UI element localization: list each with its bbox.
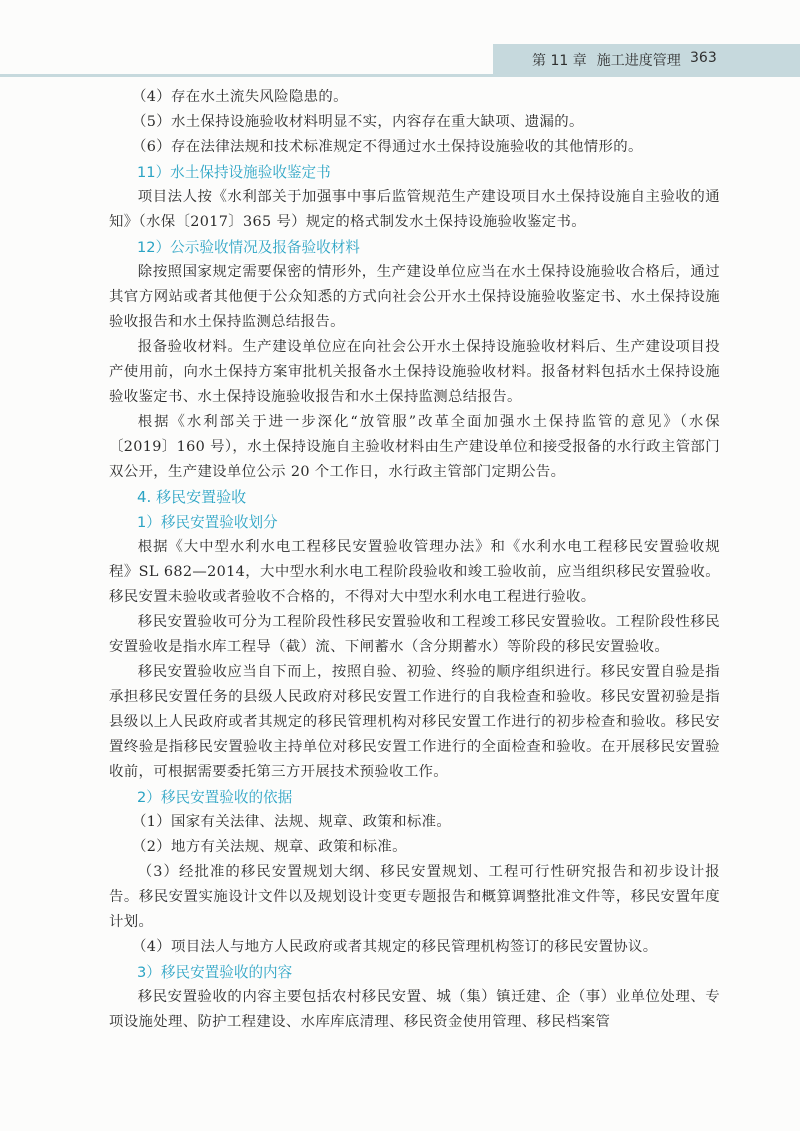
section-heading: 12）公示验收情况及报备验收材料: [137, 239, 360, 256]
paragraph: 根据《水利部关于进一步深化“放管服”改革全面加强水土保持监管的意见》（水保〔2019〕160 号），水土保持设施自主验收材料由生产建设单位和接受报备的水行政主管部门双公开，生产建设单位公示 20 个工作日，水行政主管部门定期公告。: [109, 414, 720, 480]
section-heading: 11）水土保持设施验收鉴定书: [137, 164, 331, 181]
list-item: （2）地方有关法规、规章、政策和标准。: [132, 839, 407, 855]
list-item: （4）项目法人与地方人民政府或者其规定的移民管理机构签订的移民安置协议。: [132, 939, 658, 955]
paragraph: 移民安置验收可分为工程阶段性移民安置验收和工程竣工移民安置验收。工程阶段性移民安置验收是指水库工程导（截）流、下闸蓄水（含分期蓄水）等阶段的移民安置验收。: [109, 614, 720, 655]
list-item-multiline: （3）经批准的移民安置规划大纲、移民安置规划、工程可行性研究报告和初步设计报告。移民安置实施设计文件以及规划设计变更专题报告和概算调整批准文件等，移民安置年度计划。: [109, 864, 720, 930]
header-rule: [0, 74, 800, 77]
list-item: （1）国家有关法律、法规、规章、政策和标准。: [132, 814, 452, 830]
main-section-heading: 4. 移民安置验收: [137, 488, 247, 506]
list-item: （5）水土保持设施验收材料明显不实，内容存在重大缺项、遗漏的。: [132, 114, 584, 130]
section-heading: 1）移民安置验收划分: [137, 514, 278, 531]
chapter-label: 第 11 章: [532, 53, 587, 69]
section-heading: 3）移民安置验收的内容: [137, 964, 293, 981]
paragraph: 移民安置验收应当自下而上，按照自验、初验、终验的顺序组织进行。移民安置自验是指承担移民安置任务的县级人民政府对移民安置工作进行的自我检查和验收。移民安置初验是指县级以上人民政府或者其规定的移民管理机构对移民安置工作进行的初步检查和验收。移民安置终验是指移民安置验收主持单位对移民安置工作进行的全面检查和验收。在开展移民安置验收前，可根据需要委托第三方开展技术预验收工作。: [109, 664, 720, 780]
paragraph: 根据《大中型水利水电工程移民安置验收管理办法》和《水利水电工程移民安置验收规程》SL 682—2014，大中型水利水电工程阶段验收和竣工验收前，应当组织移民安置验收。移民安置未验收或者验收不合格的，不得对大中型水利水电工程进行验收。: [109, 539, 720, 605]
page-number: 363: [690, 50, 717, 66]
list-item: （4）存在水土流失风险隐患的。: [132, 89, 348, 105]
list-item: （6）存在法律法规和技术标准规定不得通过水土保持设施验收的其他情形的。: [132, 139, 643, 155]
paragraph: 报备验收材料。生产建设单位应在向社会公开水土保持设施验收材料后、生产建设项目投产使用前，向水土保持方案审批机关报备水土保持设施验收材料。报备材料包括水土保持设施验收鉴定书、水土保持设施验收报告和水土保持监测总结报告。: [109, 339, 720, 405]
paragraph: 除按照国家规定需要保密的情形外，生产建设单位应当在水土保持设施验收合格后，通过其官方网站或者其他便于公众知悉的方式向社会公开水土保持设施验收鉴定书、水土保持设施验收报告和水土保持监测总结报告。: [109, 264, 720, 330]
paragraph: 移民安置验收的内容主要包括农村移民安置、城（集）镇迁建、企（事）业单位处理、专项设施处理、防护工程建设、水库库底清理、移民资金使用管理、移民档案管: [109, 989, 720, 1030]
page-body: [109, 85, 720, 1035]
section-heading: 2）移民安置验收的依据: [137, 789, 293, 806]
running-header: [532, 50, 707, 70]
paragraph: 项目法人按《水利部关于加强事中事后监管规范生产建设项目水土保持设施自主验收的通知》（水保〔2017〕365 号）规定的格式制发水土保持设施验收鉴定书。: [109, 189, 720, 230]
chapter-title: 施工进度管理: [596, 53, 681, 69]
